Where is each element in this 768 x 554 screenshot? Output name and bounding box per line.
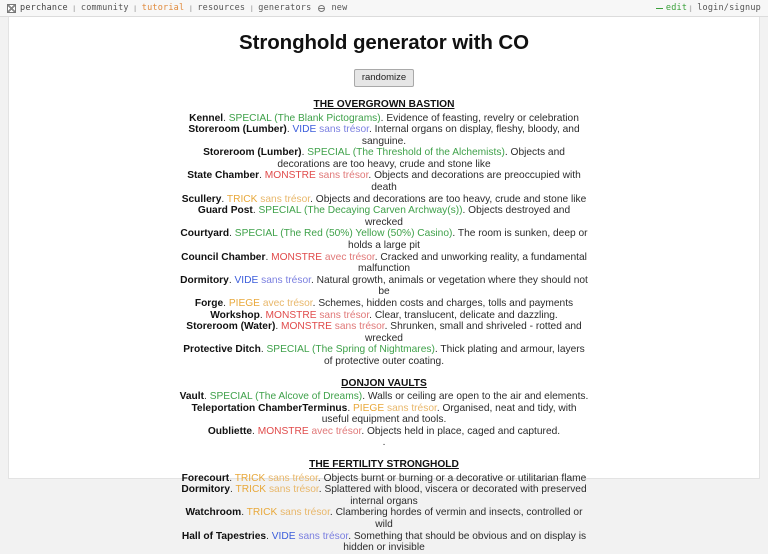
room-description: Walls or ceiling are open to the air and elements. — [367, 391, 589, 403]
section-title: THE FERTILITY STRONGHOLD — [309, 459, 459, 471]
room-entry: Storeroom (Lumber). SPECIAL (The Threshold of the Alchemists). Objects and decorations are too heavy, crude and stone like — [203, 147, 565, 170]
room-name: Dormitory — [180, 274, 229, 286]
room-description: Something that should be obvious and on display is hidden or invisible — [343, 530, 587, 554]
nav-separator-icon: ❙ — [249, 3, 255, 13]
room-name: Kennel — [189, 112, 224, 124]
room-name: Storeroom (Lumber) — [203, 147, 302, 159]
nav-left-group — [7, 3, 656, 13]
generated-output — [179, 98, 589, 554]
room-encounter-type: SPECIAL (The Decaying Carven Archway(s)) — [258, 205, 463, 217]
room-treasure-state: avec trésor — [324, 251, 375, 263]
room-treasure-state: sans trésor — [334, 321, 385, 333]
room-name: Courtyard — [180, 228, 230, 240]
section-title: DONJON VAULTS — [341, 377, 427, 389]
room-name: State Chamber — [187, 170, 260, 182]
room-name: Protective Ditch — [183, 344, 261, 356]
room-treasure-state: sans trésor — [268, 472, 318, 484]
room-name: Oubliette — [207, 425, 253, 437]
room-name: Scullery — [181, 193, 222, 205]
room-encounter-type: SPECIAL (The Alcove of Dreams) — [209, 391, 363, 403]
room-encounter-type: SPECIAL (The Red (50%) Yellow (50%) Casino) — [234, 228, 453, 240]
room-entry: Watchroom. TRICK sans trésor. Clambering hordes of vermin and insects, controlled or wild — [185, 507, 583, 530]
room-description: Evidence of feasting, revelry or celebration — [386, 112, 579, 124]
room-description: Natural growth, animals or vegetation where they should not be — [316, 274, 588, 298]
room-entry: Council Chamber. MONSTRE avec trésor. Cracked and unworking reality, a fundamental malfunction — [181, 251, 587, 275]
room-name: Storeroom (Lumber) — [188, 124, 287, 136]
page-title: Stronghold generator with CO — [239, 31, 529, 54]
globe-icon — [318, 5, 325, 12]
room-description: Objects and decorations are too heavy, crude and stone like — [315, 193, 587, 205]
room-entry: Teleportation ChamberTerminus. PIEGE sans trésor. Organised, neat and tidy, with useful equipment and tools. — [191, 402, 577, 426]
perchance-logo-icon[interactable] — [7, 4, 16, 13]
room-name: Dormitory — [181, 484, 231, 496]
room-description: Shrunken, small and shriveled - rotted and wrecked — [365, 321, 582, 344]
room-treasure-state: sans trésor — [268, 484, 319, 496]
room-name: Forge — [194, 298, 224, 309]
nav-item-generators[interactable]: generators — [258, 3, 312, 13]
room-name: Forecourt — [181, 472, 230, 484]
room-description: Splattered with blood, viscera or decorated with preserved internal organs — [324, 484, 587, 507]
room-entry: Storeroom (Water). MONSTRE sans trésor. Shrunken, small and shriveled - rotted and wrecked — [186, 321, 582, 344]
nav-right-group — [656, 3, 761, 13]
room-entry: Workshop. MONSTRE sans trésor. Clear, translucent, delicate and dazzling. — [210, 309, 558, 321]
room-entry: State Chamber. MONSTRE sans trésor. Objects and decorations are preoccupied with death — [187, 170, 581, 194]
room-entry: Courtyard. SPECIAL (The Red (50%) Yellow (50%) Casino). The room is sunken, deep or holds a large pit — [180, 228, 588, 252]
stronghold-section — [179, 377, 589, 449]
room-treasure-state: sans trésor — [260, 193, 311, 205]
nav-edit-button[interactable]: edit — [665, 3, 688, 13]
room-description: Thick plating and armour, layers of protective outer coating. — [323, 344, 585, 367]
nav-login-signup-link[interactable]: login/signup — [697, 3, 761, 13]
nav-item-new[interactable]: new — [331, 3, 348, 13]
room-treasure-state: sans trésor — [319, 124, 369, 136]
room-description: Clear, translucent, delicate and dazzling. — [374, 309, 558, 321]
room-encounter-type: MONSTRE — [264, 170, 316, 182]
room-treasure-state: sans trésor — [319, 309, 370, 321]
nav-item-community[interactable]: community — [80, 3, 129, 13]
pencil-icon — [656, 8, 663, 9]
room-encounter-type: TRICK — [246, 507, 278, 519]
room-description: Objects destroyed and wrecked — [365, 205, 571, 228]
room-entry: Kennel. SPECIAL (The Blank Pictograms). Evidence of feasting, revelry or celebration — [189, 112, 579, 124]
room-encounter-type: MONSTRE — [271, 251, 323, 263]
room-name: Watchroom — [185, 507, 242, 519]
generator-sheet — [8, 17, 760, 554]
room-encounter-type: VIDE — [234, 274, 259, 286]
room-name: Vault — [179, 391, 205, 403]
room-encounter-type: VIDE — [292, 124, 317, 136]
randomize-button-container — [9, 67, 759, 87]
room-treasure-state: sans trésor — [318, 170, 369, 182]
nav-separator-icon: ❙ — [688, 3, 694, 13]
room-encounter-type: MONSTRE — [281, 321, 332, 333]
nav-separator-icon: ❙ — [132, 3, 138, 13]
room-description: Objects and decorations are too heavy, crude and stone like — [277, 147, 565, 170]
room-treasure-state: avec trésor — [311, 425, 362, 437]
room-name: Workshop — [210, 309, 260, 321]
room-description: The room is sunken, deep or holds a large pit — [348, 228, 588, 252]
section-title: THE OVERGROWN BASTION — [313, 99, 455, 110]
room-encounter-type: TRICK — [234, 472, 266, 484]
room-entry: Storeroom (Lumber). VIDE sans trésor. Internal organs on display, fleshy, bloody, and sanguine. — [188, 124, 580, 147]
top-navigation-bar — [0, 0, 768, 17]
room-encounter-type: TRICK — [226, 193, 258, 205]
room-treasure-state: avec trésor — [262, 298, 313, 309]
room-encounter-type: PIEGE — [228, 298, 260, 309]
room-entry: Scullery. TRICK sans trésor. Objects and decorations are too heavy, crude and stone like — [181, 193, 587, 205]
room-description: Cracked and unworking reality, a fundamental malfunction — [357, 251, 587, 275]
randomize-button[interactable]: randomize — [354, 69, 414, 87]
room-description: Objects burnt or burning or a decorative or utilitarian flame — [323, 472, 587, 484]
room-entry: Hall of Tapestries. VIDE sans trésor. Something that should be obvious and on display is hidden or invisible — [181, 530, 587, 554]
room-description: Schemes, hidden costs and charges, tolls and payments — [318, 298, 574, 309]
stronghold-section — [179, 458, 589, 554]
room-entry: Dormitory. VIDE sans trésor. Natural growth, animals or vegetation where they should not be — [180, 274, 588, 298]
room-treasure-state: sans trésor — [280, 507, 330, 519]
room-description: Internal organs on display, fleshy, bloody, and sanguine. — [361, 124, 580, 147]
room-treasure-state: sans trésor — [386, 402, 437, 414]
nav-item-resources[interactable]: resources — [197, 3, 246, 13]
room-name: Guard Post — [197, 205, 253, 217]
section-trailing-dot: . — [382, 437, 386, 449]
room-name: Storeroom (Water) — [186, 321, 276, 333]
stronghold-section — [179, 98, 589, 368]
room-encounter-type: PIEGE — [353, 402, 385, 414]
room-encounter-type: SPECIAL (The Threshold of the Alchemists) — [307, 147, 505, 159]
room-description: Clambering hordes of vermin and insects, controlled or wild — [335, 507, 583, 530]
room-entry: Protective Ditch. SPECIAL (The Spring of Nightmares). Thick plating and armour, layers of protective outer coating. — [183, 344, 585, 367]
room-entry: Dormitory. TRICK sans trésor. Splattered with blood, viscera or decorated with preserved internal organs — [181, 484, 587, 507]
room-encounter-type: TRICK — [235, 484, 267, 496]
room-entry: Forge. PIEGE avec trésor. Schemes, hidden costs and charges, tolls and payments — [194, 298, 574, 309]
room-treasure-state: sans trésor — [298, 530, 349, 542]
room-description: Objects held in place, caged and captured. — [366, 425, 561, 437]
room-description: Objects and decorations are preoccupied with death — [371, 170, 581, 194]
room-description: Organised, neat and tidy, with useful equipment and tools. — [321, 402, 577, 426]
nav-separator-icon: ❙ — [71, 3, 77, 13]
room-encounter-type: SPECIAL (The Spring of Nightmares) — [266, 344, 435, 356]
room-name: Hall of Tapestries — [181, 530, 267, 542]
room-name: Council Chamber — [181, 251, 266, 263]
nav-brand-perchance[interactable]: perchance — [20, 3, 68, 13]
room-entry: Guard Post. SPECIAL (The Decaying Carven Archway(s)). Objects destroyed and wrecked — [197, 205, 571, 228]
room-entry: Oubliette. MONSTRE avec trésor. Objects held in place, caged and captured. — [207, 425, 561, 437]
nav-separator-icon: ❙ — [188, 3, 194, 13]
nav-item-tutorial[interactable]: tutorial — [141, 3, 185, 13]
room-encounter-type: MONSTRE — [257, 425, 309, 437]
room-encounter-type: VIDE — [271, 530, 296, 542]
room-entry: Forecourt. TRICK sans trésor. Objects burnt or burning or a decorative or utilitarian flame — [181, 472, 587, 484]
room-encounter-type: SPECIAL (The Blank Pictograms) — [228, 112, 381, 124]
room-name: Teleportation ChamberTerminus — [191, 402, 348, 414]
room-entry: Vault. SPECIAL (The Alcove of Dreams). Walls or ceiling are open to the air and elements. — [179, 391, 589, 403]
room-treasure-state: sans trésor — [261, 274, 311, 286]
page-background — [0, 17, 768, 554]
room-encounter-type: MONSTRE — [265, 309, 317, 321]
